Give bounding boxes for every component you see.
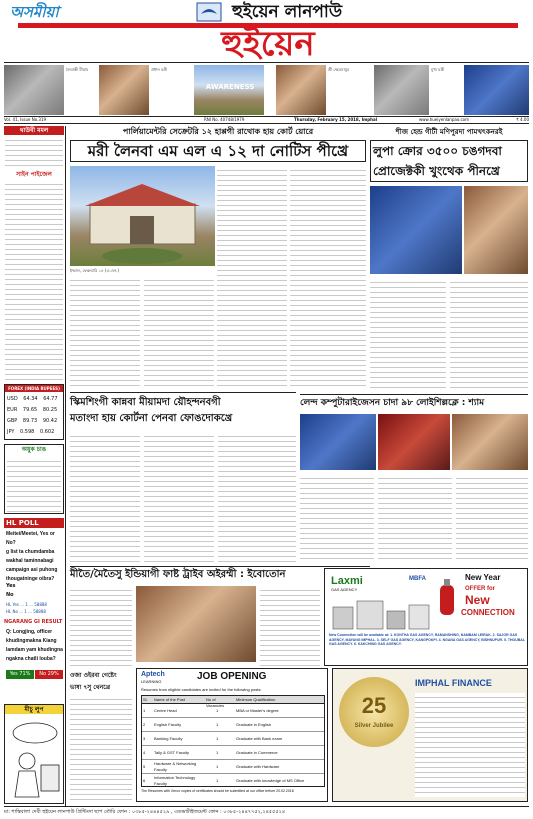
right-lead-headline-1: লুপা ক্রোর ৩৫০০ চঙগদবা bbox=[373, 144, 502, 158]
poll-question bbox=[6, 530, 64, 582]
issue-website: www.hueiyenlanpao.com bbox=[419, 117, 470, 122]
bottom-story-photo bbox=[136, 586, 256, 662]
cartoon-drawing bbox=[9, 719, 61, 799]
gas-offer: OFFER for bbox=[465, 586, 495, 592]
left-column bbox=[4, 126, 66, 806]
job-cell-sl: 5 bbox=[143, 764, 146, 769]
job-cell-vac: 1 bbox=[216, 708, 219, 713]
finance-title: IMPHAL FINANCE bbox=[415, 678, 492, 688]
finance-jubilee-text: Silver Jubilee bbox=[354, 723, 394, 729]
strip-text-3: AWARENESS bbox=[205, 83, 255, 91]
job-row bbox=[142, 747, 324, 760]
lead-text-col-3 bbox=[70, 276, 140, 388]
job-cell-post: Centre Head bbox=[154, 708, 177, 713]
job-brand-sub: LEARNING bbox=[141, 679, 162, 684]
job-brand-name: Aptech bbox=[141, 671, 165, 678]
gas-cylinder-icon bbox=[437, 577, 457, 617]
right-story-text-3 bbox=[456, 474, 528, 562]
job-cell-sl: 6 bbox=[143, 778, 146, 783]
bottom-text-1 bbox=[70, 586, 132, 666]
job-row bbox=[142, 705, 324, 718]
poll-result-no: No 29% bbox=[35, 670, 63, 679]
right-lead-headline-box bbox=[370, 140, 528, 182]
job-cell-post: Information Technology Faculty bbox=[154, 775, 196, 786]
masthead-emblem bbox=[196, 2, 222, 22]
small-story-headline bbox=[70, 670, 132, 698]
job-footer: The Resumes with Xerox copies of certificates should be submitted at our office before 20.02.2018 bbox=[141, 789, 294, 793]
forex-code: USD bbox=[7, 396, 18, 402]
forex-row bbox=[7, 417, 63, 426]
forex-row bbox=[7, 395, 63, 404]
forex-buy: 64.34 bbox=[23, 396, 38, 402]
strip-text-4: শ্রী ক্ষেত্রমায়ুম bbox=[328, 67, 350, 72]
issue-number: Vol. 41, Issue No.319 bbox=[4, 117, 47, 122]
right-story-text-1 bbox=[300, 474, 374, 562]
forex-code: EUR bbox=[7, 407, 18, 413]
masthead-top-line: হুইয়েন লানপাউ bbox=[232, 2, 343, 22]
job-row bbox=[142, 775, 324, 787]
job-cell-sl: 1 bbox=[143, 708, 146, 713]
poll-line: wakhal taminnabagi bbox=[6, 558, 54, 564]
middle-text-2 bbox=[144, 432, 214, 562]
forex-sell: 90.42 bbox=[42, 418, 58, 424]
forex-row bbox=[7, 406, 63, 415]
gas-connection: CONNECTION bbox=[461, 608, 515, 617]
job-cell-qual: Graduate in English bbox=[236, 722, 272, 727]
lead-kicker: পার্লিয়ামেন্টরি সেক্রেটরি ১২ হাপ্পগী রাথোক হায় কোর্ট য়োরে bbox=[122, 127, 314, 136]
poll-result-line: ngakna chatli louba? bbox=[6, 656, 56, 662]
forex-sell: 80.25 bbox=[42, 407, 58, 413]
finance-ad bbox=[332, 668, 528, 802]
job-table bbox=[141, 695, 325, 787]
job-header-qual: Minimum Qualification bbox=[236, 697, 276, 702]
job-row bbox=[142, 761, 324, 774]
issue-rni: RNI No. 40748/1979 bbox=[204, 117, 245, 122]
small-headline-1: ওজা ওইরবা গেষ্টেং bbox=[70, 672, 117, 679]
job-cell-vac: 1 bbox=[216, 778, 219, 783]
middle-text-1 bbox=[70, 432, 140, 562]
issue-price: ₹ 4.00 bbox=[516, 117, 529, 122]
forex-sell: 0.602 bbox=[39, 429, 55, 435]
job-table-header bbox=[142, 696, 324, 708]
gas-new: New bbox=[465, 593, 490, 607]
finance-jubilee-number: 25 bbox=[361, 693, 387, 718]
middle-text-3 bbox=[218, 432, 296, 562]
gas-ad bbox=[324, 568, 528, 666]
middle-headline-1: স্কিমশিংগী কান্নবা মীয়ামদা য়ৌহন্দনবগী bbox=[70, 397, 221, 408]
job-cell-qual: Graduate in Commerce bbox=[236, 750, 278, 755]
bottom-text-2 bbox=[260, 586, 320, 666]
lead-headline-box bbox=[70, 140, 366, 162]
weather-title: অয়ুক চাঙ bbox=[21, 446, 47, 453]
poll-sms-no-text: HL No ... 1 ... 58888 bbox=[6, 609, 46, 614]
lead-text-col-4 bbox=[144, 276, 214, 388]
strip-photo-6 bbox=[464, 65, 529, 115]
job-cell-sl: 4 bbox=[143, 750, 146, 755]
poll-sms-yes-text: HL Yes ... 1 ... 58888 bbox=[6, 602, 47, 607]
gas-notice: New Connection will be available at: 1. KONTHA GAS AGENCY, RAMANSHING, NAMBAM LEIRAK. 2. SAJOR GAS AGENCY, MAYANG IMPHAL. 3. SELF GAS AGENCY, KANGPOKPI. 4. NGANA GAS AGENCY, BISHNUPUR. 5. THOUBAL GAS AGENCY. 6. KAKCHING GAS AGENCY. bbox=[329, 633, 525, 646]
small-headline-2: ভাষা ৭সু থেনখ্রে bbox=[70, 684, 111, 691]
strip-photo-1 bbox=[4, 65, 64, 115]
right-lead-photo-2 bbox=[464, 186, 528, 274]
masthead-left-script: অসমীয়া bbox=[10, 3, 59, 21]
job-cell-vac: 1 bbox=[216, 736, 219, 741]
job-cell-post: Tally & GST Faculty bbox=[154, 750, 190, 755]
job-cell-qual: Graduate with Bank exam bbox=[236, 736, 283, 741]
right-lead-kicker: শীজ হেন্ড গীটী মণিপুরদা পামখৎকনরই bbox=[395, 128, 503, 136]
poll-line: campaign asi puhong bbox=[6, 567, 58, 573]
job-header-vac: No of Vacancies bbox=[206, 697, 225, 708]
cartoon-title: মীচু লুপ bbox=[5, 705, 63, 714]
job-cell-post: Hardware & Networking Faculty bbox=[154, 761, 197, 772]
job-brand bbox=[141, 671, 181, 687]
job-cell-qual: Graduate with Hardware bbox=[236, 764, 280, 769]
poll-no-label: No bbox=[6, 592, 14, 598]
forex-buy: 79.65 bbox=[22, 407, 38, 413]
poll-result bbox=[6, 628, 64, 668]
job-cell-sl: 2 bbox=[143, 722, 146, 727]
job-header-sl: Sl. bbox=[143, 697, 148, 702]
poll-line: Meitei/Meetei, Yes or No? bbox=[6, 531, 55, 546]
weather-box bbox=[4, 444, 64, 514]
strip-text-5: মুখ্য মন্ত্রী bbox=[431, 67, 445, 72]
strip-photo-4 bbox=[276, 65, 326, 115]
strip-photo-5 bbox=[374, 65, 429, 115]
right-story-text-2 bbox=[378, 474, 452, 562]
job-cell-post: English Faculty bbox=[154, 722, 182, 727]
gas-mbfa: MBFA bbox=[409, 576, 426, 582]
poll-title: HL POLL bbox=[4, 518, 64, 528]
forex-table bbox=[4, 384, 64, 440]
cartoon-box bbox=[4, 704, 64, 804]
lead-text-col-1 bbox=[217, 166, 287, 388]
right-lead-text-2 bbox=[450, 278, 528, 388]
footer-line: মা: শান্তিবালা দেবী হুইয়েন লানপাউ প্রিন্টিংদা ছাপ তৌরি ফোন : ০৩৮৫-২৪৪৪৫২৯ , এডভার্টাইজমেন্ট ফোন : ০৩৮৫-২৪৪৭৭৫২,২৪৫৫৫২৪ bbox=[4, 806, 529, 816]
job-ad bbox=[136, 668, 328, 802]
gas-new-year: New Year bbox=[465, 573, 501, 582]
right-lead-photo-1 bbox=[370, 186, 462, 274]
poll-line: g list ta chumdamba bbox=[6, 549, 55, 555]
top-photo-strip bbox=[4, 62, 529, 116]
job-cell-post: Banking Faculty bbox=[154, 736, 183, 741]
forex-sell: 64.77 bbox=[43, 396, 58, 402]
job-header-post: Name of the Post bbox=[154, 697, 185, 702]
poll-box bbox=[4, 518, 64, 698]
issue-bar bbox=[4, 116, 529, 124]
job-subtitle: Resumes from eligible candidates are invited for the following posts: bbox=[141, 687, 262, 692]
lead-photo bbox=[70, 166, 215, 266]
forex-buy: 89.73 bbox=[22, 418, 38, 424]
masthead-title: হুইয়েন bbox=[221, 24, 315, 64]
poll-result-title: NGARANG GI RESULT bbox=[4, 619, 63, 625]
gold-title: সাইন পাইজেল bbox=[16, 171, 52, 178]
issue-date: Thursday, February 15, 2018, Imphal bbox=[294, 117, 378, 122]
forex-title: FOREX (INDIA RUPEES) bbox=[5, 385, 63, 392]
job-cell-vac: 1 bbox=[216, 722, 219, 727]
right-story-headline: লেন্দ কম্পুটারাইজেসন চাদা ৯৮ লোইশিল্লক্লে : শ্যাম bbox=[300, 394, 528, 410]
gold-text bbox=[5, 180, 63, 380]
right-story-photo-2 bbox=[378, 414, 450, 470]
poll-result-line: Q: Longjing, officer bbox=[6, 629, 53, 635]
poll-sms-no bbox=[6, 591, 64, 599]
job-cell-qual: MBA or Master's degree bbox=[236, 708, 279, 713]
bottom-story-headline: মীতৈ/মৈতৈসু ইন্ডিয়াগী ফাষ্ট ট্রাইব অইরম্মী : ইবোতোন bbox=[70, 566, 370, 582]
poll-yes-label: Yes bbox=[6, 583, 16, 589]
forex-buy: 0.598 bbox=[20, 429, 35, 435]
gas-sub: GAS AGENCY bbox=[331, 587, 358, 592]
masthead-logo bbox=[18, 20, 518, 64]
forex-code: JPY bbox=[7, 429, 15, 435]
strip-text-1: লৈবাক্কী মীয়াম bbox=[66, 67, 89, 72]
gas-brand: Laxmi bbox=[331, 575, 363, 587]
job-cell-vac: 1 bbox=[216, 750, 219, 755]
forex-row bbox=[7, 428, 63, 437]
job-row bbox=[142, 733, 324, 746]
finance-text bbox=[415, 693, 525, 797]
poll-result-line: lamdam yam khudingna bbox=[6, 647, 63, 653]
poll-sms-yes bbox=[6, 582, 64, 590]
right-lead-headline-2: প্রোজেক্টকী খুংথেক পীনখ্রে bbox=[373, 164, 500, 178]
middle-story-headline bbox=[70, 392, 296, 428]
weather-text bbox=[7, 457, 61, 512]
right-story-photo-1 bbox=[300, 414, 376, 470]
poll-result-line: khudingmakna Kiang bbox=[6, 638, 57, 644]
finance-jubilee-badge bbox=[339, 677, 409, 747]
job-row bbox=[142, 719, 324, 732]
lead-text-col-2 bbox=[290, 166, 366, 388]
lead-photo-caption: ইম্ফাল, ফেব্রুৱারি ১৪ (এ.এন.) bbox=[70, 268, 120, 273]
masthead bbox=[0, 0, 533, 64]
middle-headline-2: মতাংদা হায় কোর্টনা পেনবা ফোঙদোকখ্রে bbox=[70, 413, 233, 424]
job-cell-sl: 3 bbox=[143, 736, 146, 741]
appliances-icon bbox=[331, 597, 431, 631]
right-story-photo-3 bbox=[452, 414, 528, 470]
thaibi-title: থাউবী মমল bbox=[4, 126, 64, 135]
right-lead-text-1 bbox=[370, 278, 446, 388]
job-cell-qual: Graduate with knowledge of MS Office bbox=[236, 778, 305, 783]
strip-text-2: প্রধান মন্ত্রী bbox=[151, 67, 168, 72]
forex-code: GBP bbox=[7, 418, 18, 424]
job-cell-vac: 1 bbox=[216, 764, 219, 769]
lead-headline: মরী লৈনবা এম এল এ ১২ দা নোটিস পীখ্রে bbox=[87, 142, 349, 160]
strip-photo-2 bbox=[99, 65, 149, 115]
poll-result-yes: Yes 71% bbox=[6, 670, 34, 679]
thaibi-text bbox=[5, 136, 63, 166]
poll-line: thougatninge oibra? bbox=[6, 576, 55, 582]
job-title: JOB OPENING bbox=[197, 671, 267, 682]
